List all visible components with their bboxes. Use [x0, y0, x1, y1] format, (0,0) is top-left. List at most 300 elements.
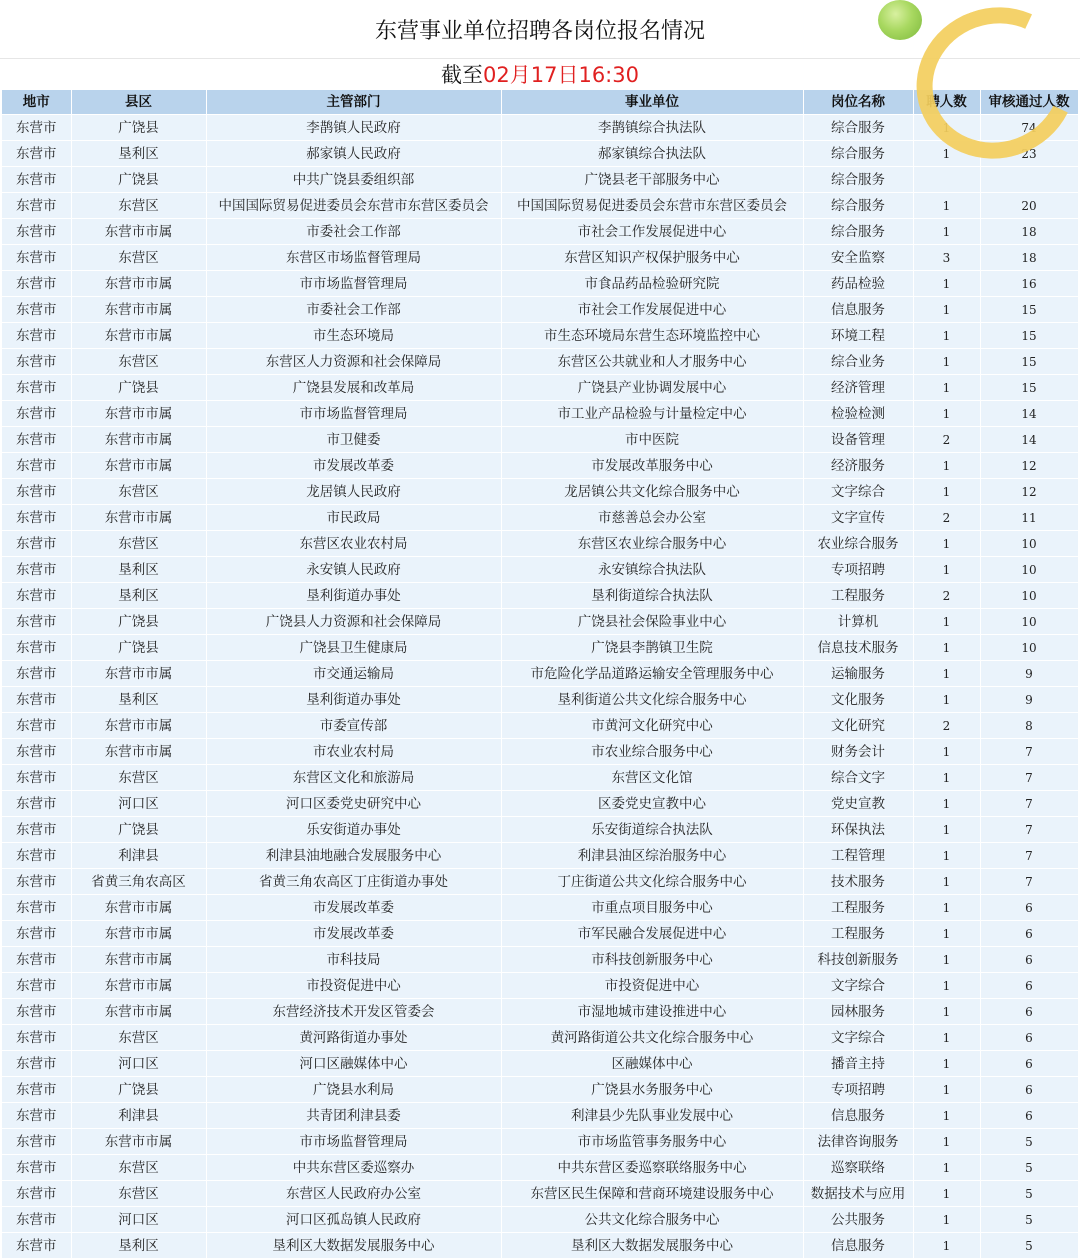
cell-hiring-count: 1	[913, 661, 980, 687]
table-row	[2, 791, 1078, 817]
cell-department: 东营区人力资源和社会保障局	[206, 349, 501, 375]
cell-position: 信息服务	[803, 297, 913, 323]
cell-county: 东营区	[71, 349, 206, 375]
cell-department: 广饶县水利局	[206, 1077, 501, 1103]
cell-position: 专项招聘	[803, 1077, 913, 1103]
cell-approved-count: 7	[980, 791, 1078, 817]
cell-city: 东营市	[2, 843, 71, 869]
cell-city: 东营市	[2, 739, 71, 765]
cell-department: 垦利街道办事处	[206, 583, 501, 609]
cell-department: 市交通运输局	[206, 661, 501, 687]
cell-approved-count: 23	[980, 141, 1078, 167]
cell-city: 东营市	[2, 167, 71, 193]
cell-department: 河口区委党史研究中心	[206, 791, 501, 817]
cell-department: 市民政局	[206, 505, 501, 531]
cell-institution: 广饶县李鹊镇卫生院	[501, 635, 803, 661]
cell-approved-count: 7	[980, 739, 1078, 765]
cell-institution: 广饶县老干部服务中心	[501, 167, 803, 193]
cell-institution: 永安镇综合执法队	[501, 557, 803, 583]
table-row	[2, 401, 1078, 427]
cell-approved-count: 7	[980, 765, 1078, 791]
cell-position: 运输服务	[803, 661, 913, 687]
cell-institution: 市生态环境局东营生态环境监控中心	[501, 323, 803, 349]
table-row	[2, 219, 1078, 245]
header-hiring-count: 聘人数	[913, 90, 980, 115]
cell-county: 东营市市属	[71, 739, 206, 765]
cell-approved-count: 10	[980, 531, 1078, 557]
cell-county: 东营市市属	[71, 505, 206, 531]
cell-hiring-count: 1	[913, 141, 980, 167]
cell-position: 环境工程	[803, 323, 913, 349]
cell-department: 河口区孤岛镇人民政府	[206, 1207, 501, 1233]
cell-approved-count: 5	[980, 1207, 1078, 1233]
cell-institution: 市工业产品检验与计量检定中心	[501, 401, 803, 427]
cell-city: 东营市	[2, 141, 71, 167]
cell-approved-count: 6	[980, 921, 1078, 947]
cell-county: 东营市市属	[71, 713, 206, 739]
cell-position: 信息服务	[803, 1233, 913, 1259]
cell-city: 东营市	[2, 479, 71, 505]
table-row	[2, 1233, 1078, 1259]
cell-position: 数据技术与应用	[803, 1181, 913, 1207]
cell-city: 东营市	[2, 193, 71, 219]
cell-position: 工程服务	[803, 583, 913, 609]
cell-position: 文字综合	[803, 479, 913, 505]
table-row	[2, 895, 1078, 921]
cell-hiring-count: 1	[913, 115, 980, 141]
cell-hiring-count: 1	[913, 1025, 980, 1051]
table-row	[2, 167, 1078, 193]
cell-institution: 市社会工作发展促进中心	[501, 297, 803, 323]
as-of-datetime: 02月17日16:30	[483, 63, 639, 87]
cell-city: 东营市	[2, 1025, 71, 1051]
cell-city: 东营市	[2, 869, 71, 895]
table-row	[2, 323, 1078, 349]
cell-city: 东营市	[2, 297, 71, 323]
cell-city: 东营市	[2, 115, 71, 141]
cell-county: 河口区	[71, 1207, 206, 1233]
cell-approved-count: 15	[980, 297, 1078, 323]
cell-department: 市卫健委	[206, 427, 501, 453]
cell-position: 园林服务	[803, 999, 913, 1025]
cell-hiring-count: 1	[913, 323, 980, 349]
cell-approved-count: 7	[980, 869, 1078, 895]
header-approved-count: 审核通过人数	[980, 90, 1078, 115]
cell-position: 财务会计	[803, 739, 913, 765]
table-row	[2, 1025, 1078, 1051]
cell-county: 河口区	[71, 1051, 206, 1077]
cell-approved-count: 8	[980, 713, 1078, 739]
cell-institution: 市中医院	[501, 427, 803, 453]
cell-approved-count: 12	[980, 479, 1078, 505]
table-row	[2, 1051, 1078, 1077]
cell-county: 广饶县	[71, 635, 206, 661]
table-row	[2, 1155, 1078, 1181]
cell-county: 东营市市属	[71, 401, 206, 427]
cell-position: 工程管理	[803, 843, 913, 869]
green-bead-decoration	[878, 0, 922, 40]
cell-approved-count: 6	[980, 1025, 1078, 1051]
table-row	[2, 817, 1078, 843]
cell-institution: 郝家镇综合执法队	[501, 141, 803, 167]
cell-department: 永安镇人民政府	[206, 557, 501, 583]
cell-department: 市生态环境局	[206, 323, 501, 349]
cell-county: 垦利区	[71, 583, 206, 609]
cell-institution: 市危险化学品道路运输安全管理服务中心	[501, 661, 803, 687]
cell-approved-count: 6	[980, 999, 1078, 1025]
cell-position: 信息技术服务	[803, 635, 913, 661]
cell-institution: 东营区民生保障和营商环境建设服务中心	[501, 1181, 803, 1207]
cell-city: 东营市	[2, 427, 71, 453]
cell-institution: 东营区文化馆	[501, 765, 803, 791]
cell-department: 乐安街道办事处	[206, 817, 501, 843]
cell-county: 利津县	[71, 843, 206, 869]
cell-approved-count: 14	[980, 427, 1078, 453]
cell-hiring-count: 1	[913, 557, 980, 583]
cell-hiring-count: 1	[913, 687, 980, 713]
cell-department: 共青团利津县委	[206, 1103, 501, 1129]
cell-approved-count: 6	[980, 947, 1078, 973]
cell-city: 东营市	[2, 1077, 71, 1103]
cell-city: 东营市	[2, 687, 71, 713]
cell-county: 东营区	[71, 1155, 206, 1181]
cell-institution: 市发展改革服务中心	[501, 453, 803, 479]
cell-hiring-count: 1	[913, 635, 980, 661]
cell-approved-count: 9	[980, 687, 1078, 713]
cell-institution: 市科技创新服务中心	[501, 947, 803, 973]
cell-position: 法律咨询服务	[803, 1129, 913, 1155]
cell-position: 综合服务	[803, 141, 913, 167]
cell-department: 东营经济技术开发区管委会	[206, 999, 501, 1025]
cell-institution: 市军民融合发展促进中心	[501, 921, 803, 947]
header-institution: 事业单位	[501, 90, 803, 115]
cell-hiring-count: 1	[913, 1181, 980, 1207]
cell-approved-count	[980, 167, 1078, 193]
cell-institution: 丁庄街道公共文化综合服务中心	[501, 869, 803, 895]
cell-hiring-count: 1	[913, 895, 980, 921]
cell-institution: 中共东营区委巡察联络服务中心	[501, 1155, 803, 1181]
cell-county: 垦利区	[71, 141, 206, 167]
cell-position: 计算机	[803, 609, 913, 635]
table-row	[2, 765, 1078, 791]
table-row	[2, 635, 1078, 661]
cell-city: 东营市	[2, 817, 71, 843]
cell-position: 文字综合	[803, 1025, 913, 1051]
cell-approved-count: 11	[980, 505, 1078, 531]
cell-approved-count: 5	[980, 1129, 1078, 1155]
table-row	[2, 609, 1078, 635]
cell-position: 文化服务	[803, 687, 913, 713]
cell-city: 东营市	[2, 531, 71, 557]
header-county: 县区	[71, 90, 206, 115]
cell-hiring-count: 2	[913, 713, 980, 739]
cell-department: 市委社会工作部	[206, 219, 501, 245]
cell-county: 东营市市属	[71, 297, 206, 323]
cell-hiring-count: 2	[913, 583, 980, 609]
cell-institution: 市农业综合服务中心	[501, 739, 803, 765]
cell-institution: 垦利区大数据发展服务中心	[501, 1233, 803, 1259]
cell-city: 东营市	[2, 583, 71, 609]
cell-department: 黄河路街道办事处	[206, 1025, 501, 1051]
cell-approved-count: 5	[980, 1181, 1078, 1207]
cell-county: 东营区	[71, 765, 206, 791]
cell-county: 东营区	[71, 1181, 206, 1207]
cell-hiring-count: 1	[913, 609, 980, 635]
cell-hiring-count	[913, 167, 980, 193]
cell-county: 垦利区	[71, 557, 206, 583]
cell-city: 东营市	[2, 609, 71, 635]
cell-city: 东营市	[2, 921, 71, 947]
table-row	[2, 583, 1078, 609]
cell-approved-count: 6	[980, 973, 1078, 999]
cell-position: 文字综合	[803, 973, 913, 999]
table-row	[2, 297, 1078, 323]
cell-county: 东营市市属	[71, 999, 206, 1025]
cell-approved-count: 5	[980, 1233, 1078, 1259]
cell-hiring-count: 1	[913, 1077, 980, 1103]
cell-hiring-count: 1	[913, 791, 980, 817]
cell-department: 市科技局	[206, 947, 501, 973]
cell-city: 东营市	[2, 1129, 71, 1155]
cell-position: 综合服务	[803, 115, 913, 141]
cell-position: 农业综合服务	[803, 531, 913, 557]
cell-city: 东营市	[2, 999, 71, 1025]
cell-institution: 公共文化综合服务中心	[501, 1207, 803, 1233]
cell-hiring-count: 1	[913, 765, 980, 791]
cell-hiring-count: 1	[913, 453, 980, 479]
cell-city: 东营市	[2, 453, 71, 479]
table-row	[2, 271, 1078, 297]
table-row	[2, 557, 1078, 583]
cell-city: 东营市	[2, 791, 71, 817]
cell-position: 文化研究	[803, 713, 913, 739]
cell-institution: 李鹊镇综合执法队	[501, 115, 803, 141]
table-row	[2, 1103, 1078, 1129]
cell-department: 利津县油地融合发展服务中心	[206, 843, 501, 869]
cell-department: 广饶县卫生健康局	[206, 635, 501, 661]
table-row	[2, 115, 1078, 141]
cell-position: 经济服务	[803, 453, 913, 479]
cell-county: 垦利区	[71, 687, 206, 713]
cell-county: 东营市市属	[71, 427, 206, 453]
header-department: 主管部门	[206, 90, 501, 115]
cell-position: 巡察联络	[803, 1155, 913, 1181]
cell-institution: 黄河路街道公共文化综合服务中心	[501, 1025, 803, 1051]
cell-department: 市发展改革委	[206, 453, 501, 479]
cell-department: 市委社会工作部	[206, 297, 501, 323]
cell-institution: 市重点项目服务中心	[501, 895, 803, 921]
table-row	[2, 713, 1078, 739]
cell-position: 检验检测	[803, 401, 913, 427]
cell-city: 东营市	[2, 895, 71, 921]
cell-hiring-count: 1	[913, 401, 980, 427]
cell-hiring-count: 1	[913, 1051, 980, 1077]
cell-approved-count: 10	[980, 583, 1078, 609]
cell-department: 市发展改革委	[206, 895, 501, 921]
cell-position: 设备管理	[803, 427, 913, 453]
cell-city: 东营市	[2, 973, 71, 999]
cell-institution: 利津县油区综治服务中心	[501, 843, 803, 869]
cell-position: 综合服务	[803, 193, 913, 219]
cell-hiring-count: 1	[913, 739, 980, 765]
cell-city: 东营市	[2, 1051, 71, 1077]
cell-department: 垦利区大数据发展服务中心	[206, 1233, 501, 1259]
cell-department: 中共东营区委巡察办	[206, 1155, 501, 1181]
cell-approved-count: 6	[980, 1103, 1078, 1129]
cell-approved-count: 5	[980, 1155, 1078, 1181]
cell-city: 东营市	[2, 713, 71, 739]
cell-institution: 市湿地城市建设推进中心	[501, 999, 803, 1025]
cell-hiring-count: 1	[913, 999, 980, 1025]
cell-institution: 市市场监管事务服务中心	[501, 1129, 803, 1155]
cell-approved-count: 6	[980, 1077, 1078, 1103]
cell-approved-count: 6	[980, 1051, 1078, 1077]
table-row	[2, 739, 1078, 765]
cell-approved-count: 20	[980, 193, 1078, 219]
cell-institution: 市社会工作发展促进中心	[501, 219, 803, 245]
cell-position: 专项招聘	[803, 557, 913, 583]
cell-department: 省黄三角农高区丁庄街道办事处	[206, 869, 501, 895]
cell-position: 综合服务	[803, 167, 913, 193]
table-row	[2, 947, 1078, 973]
cell-hiring-count: 2	[913, 505, 980, 531]
cell-hiring-count: 1	[913, 947, 980, 973]
cell-hiring-count: 1	[913, 219, 980, 245]
cell-county: 省黄三角农高区	[71, 869, 206, 895]
cell-approved-count: 7	[980, 817, 1078, 843]
cell-city: 东营市	[2, 1207, 71, 1233]
cell-institution: 东营区知识产权保护服务中心	[501, 245, 803, 271]
cell-position: 文字宣传	[803, 505, 913, 531]
table-row	[2, 531, 1078, 557]
cell-department: 广饶县人力资源和社会保障局	[206, 609, 501, 635]
cell-hiring-count: 1	[913, 1103, 980, 1129]
cell-approved-count: 16	[980, 271, 1078, 297]
table-row	[2, 141, 1078, 167]
cell-county: 东营区	[71, 479, 206, 505]
table-row	[2, 1181, 1078, 1207]
cell-city: 东营市	[2, 557, 71, 583]
cell-institution: 市食品药品检验研究院	[501, 271, 803, 297]
cell-department: 郝家镇人民政府	[206, 141, 501, 167]
cell-approved-count: 15	[980, 375, 1078, 401]
cell-hiring-count: 1	[913, 843, 980, 869]
cell-department: 东营区文化和旅游局	[206, 765, 501, 791]
cell-county: 东营市市属	[71, 947, 206, 973]
table-row	[2, 505, 1078, 531]
cell-department: 广饶县发展和改革局	[206, 375, 501, 401]
cell-department: 市农业农村局	[206, 739, 501, 765]
cell-county: 河口区	[71, 791, 206, 817]
cell-position: 工程服务	[803, 895, 913, 921]
cell-institution: 区委党史宣教中心	[501, 791, 803, 817]
cell-institution: 市慈善总会办公室	[501, 505, 803, 531]
cell-hiring-count: 1	[913, 1155, 980, 1181]
cell-department: 市投资促进中心	[206, 973, 501, 999]
cell-city: 东营市	[2, 245, 71, 271]
cell-county: 东营区	[71, 245, 206, 271]
cell-approved-count: 9	[980, 661, 1078, 687]
cell-hiring-count: 2	[913, 427, 980, 453]
table-row	[2, 193, 1078, 219]
cell-institution: 龙居镇公共文化综合服务中心	[501, 479, 803, 505]
cell-city: 东营市	[2, 947, 71, 973]
cell-hiring-count: 1	[913, 1129, 980, 1155]
table-row	[2, 1129, 1078, 1155]
cell-position: 经济管理	[803, 375, 913, 401]
cell-county: 东营市市属	[71, 219, 206, 245]
cell-hiring-count: 1	[913, 531, 980, 557]
cell-department: 市发展改革委	[206, 921, 501, 947]
cell-position: 公共服务	[803, 1207, 913, 1233]
cell-position: 技术服务	[803, 869, 913, 895]
cell-institution: 中国国际贸易促进委员会东营市东营区委员会	[501, 193, 803, 219]
cell-institution: 市黄河文化研究中心	[501, 713, 803, 739]
cell-approved-count: 10	[980, 557, 1078, 583]
cell-position: 信息服务	[803, 1103, 913, 1129]
cell-city: 东营市	[2, 1181, 71, 1207]
cell-position: 党史宣教	[803, 791, 913, 817]
table-row	[2, 375, 1078, 401]
cell-hiring-count: 1	[913, 1233, 980, 1259]
cell-city: 东营市	[2, 1155, 71, 1181]
table-row	[2, 999, 1078, 1025]
table-row	[2, 427, 1078, 453]
cell-city: 东营市	[2, 1103, 71, 1129]
cell-city: 东营市	[2, 661, 71, 687]
cell-institution: 区融媒体中心	[501, 1051, 803, 1077]
cell-department: 市市场监督管理局	[206, 401, 501, 427]
table-row	[2, 479, 1078, 505]
cell-institution: 广饶县社会保险事业中心	[501, 609, 803, 635]
cell-position: 综合业务	[803, 349, 913, 375]
cell-city: 东营市	[2, 401, 71, 427]
cell-approved-count: 6	[980, 895, 1078, 921]
cell-department: 东营区市场监督管理局	[206, 245, 501, 271]
cell-approved-count: 10	[980, 609, 1078, 635]
cell-hiring-count: 1	[913, 1207, 980, 1233]
cell-position: 药品检验	[803, 271, 913, 297]
cell-hiring-count: 1	[913, 297, 980, 323]
table-row	[2, 687, 1078, 713]
cell-city: 东营市	[2, 219, 71, 245]
cell-hiring-count: 1	[913, 271, 980, 297]
cell-county: 利津县	[71, 1103, 206, 1129]
cell-approved-count: 74	[980, 115, 1078, 141]
cell-approved-count: 15	[980, 349, 1078, 375]
cell-department: 中共广饶县委组织部	[206, 167, 501, 193]
cell-position: 综合服务	[803, 219, 913, 245]
table-row	[2, 661, 1078, 687]
cell-approved-count: 14	[980, 401, 1078, 427]
cell-department: 河口区融媒体中心	[206, 1051, 501, 1077]
registration-table	[2, 90, 1079, 1259]
cell-county: 广饶县	[71, 375, 206, 401]
cell-city: 东营市	[2, 505, 71, 531]
cell-approved-count: 18	[980, 245, 1078, 271]
cell-hiring-count: 3	[913, 245, 980, 271]
cell-hiring-count: 1	[913, 193, 980, 219]
cell-county: 东营市市属	[71, 921, 206, 947]
cell-approved-count: 10	[980, 635, 1078, 661]
cell-position: 播音主持	[803, 1051, 913, 1077]
cell-county: 垦利区	[71, 1233, 206, 1259]
table-row	[2, 349, 1078, 375]
cell-hiring-count: 1	[913, 869, 980, 895]
table-row	[2, 1207, 1078, 1233]
cell-county: 东营市市属	[71, 453, 206, 479]
cell-hiring-count: 1	[913, 817, 980, 843]
